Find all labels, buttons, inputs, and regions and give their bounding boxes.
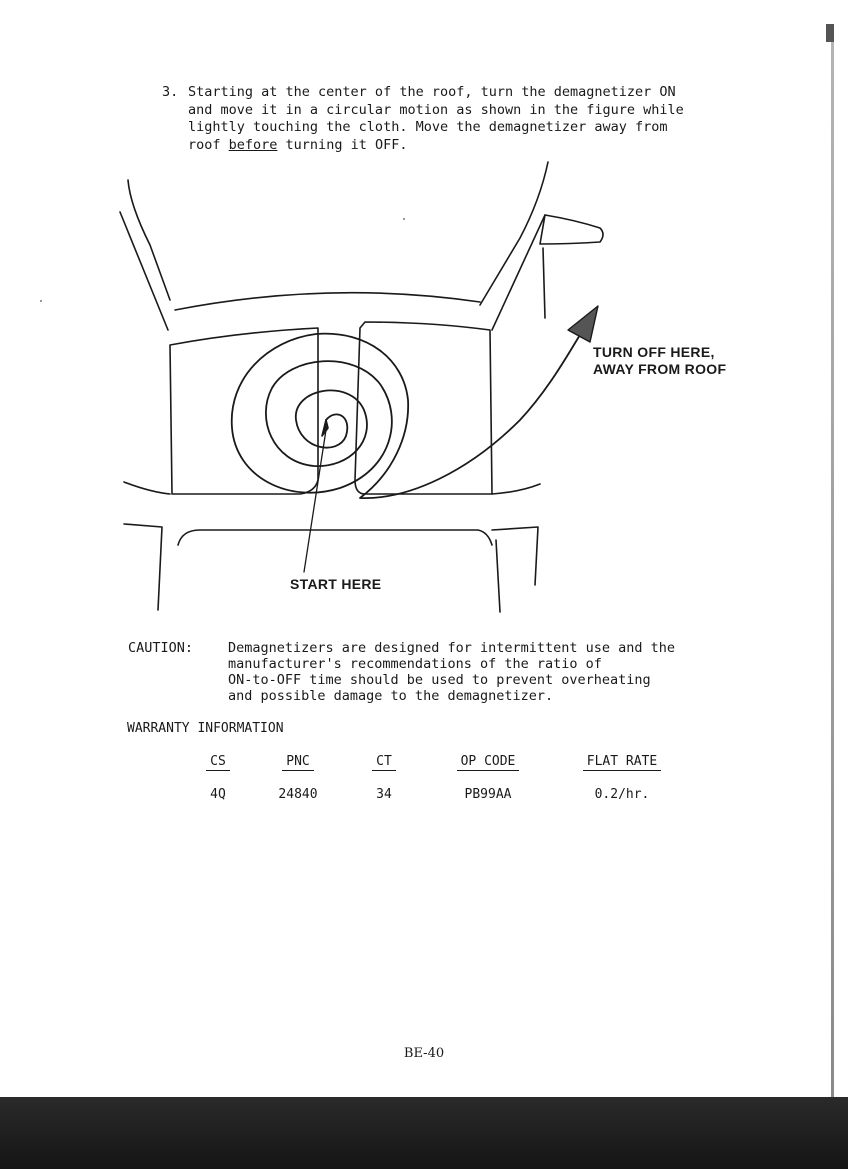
warranty-header-flat-rate: FLAT RATE	[583, 754, 661, 771]
spiral-motion-path	[232, 318, 590, 498]
start-leader-line	[304, 430, 326, 572]
right-b-pillar-inner	[496, 540, 500, 612]
step-line-1: Starting at the center of the roof, turn the demagnetizer ON	[188, 84, 676, 100]
warranty-value-ct: 34	[376, 787, 392, 802]
step-number: 3.	[162, 84, 179, 100]
left-a-pillar-inner	[120, 212, 168, 330]
caution-line-3: ON-to-OFF time should be used to prevent overheating	[228, 672, 651, 688]
scan-edge-mark	[826, 24, 834, 42]
warranty-header-ct: CT	[372, 754, 396, 771]
caution-label: CAUTION:	[128, 640, 194, 656]
warranty-header-cs: CS	[206, 754, 230, 771]
caution-line-1: Demagnetizers are designed for intermittent use and the	[228, 640, 676, 656]
mirror	[540, 215, 603, 244]
warranty-col-op-code	[448, 754, 528, 802]
roof-demagnetizing-figure	[110, 160, 630, 620]
mirror-post	[543, 248, 545, 318]
warranty-title: WARRANTY INFORMATION	[127, 721, 284, 736]
step-line-4-pre: roof	[188, 136, 229, 153]
warranty-value-flat-rate: 0.2/hr.	[594, 787, 650, 802]
step-emphasis-before: before	[228, 136, 278, 153]
warranty-col-flat-rate	[572, 754, 672, 802]
warranty-header-op-code: OP CODE	[457, 754, 520, 771]
start-here-label: START HERE	[290, 576, 382, 592]
right-roof-edge	[492, 484, 540, 494]
rear-header	[178, 530, 492, 545]
step-text	[188, 84, 718, 154]
scan-edge-line	[831, 30, 834, 1100]
turn-off-label	[593, 344, 726, 378]
scan-bottom-shadow	[0, 1097, 848, 1169]
warranty-col-cs	[198, 754, 238, 802]
right-b-pillar	[492, 527, 538, 585]
caution-text	[228, 640, 710, 704]
left-roof-edge	[124, 482, 170, 494]
warranty-col-pnc	[268, 754, 328, 802]
warranty-header-pnc: PNC	[282, 754, 313, 771]
scan-speck	[40, 300, 42, 302]
warranty-value-pnc: 24840	[278, 787, 318, 802]
left-b-pillar	[124, 524, 162, 610]
step-line-4-post: turning it OFF.	[277, 136, 408, 153]
warranty-value-cs: 4Q	[210, 787, 226, 802]
arrow-head	[568, 306, 598, 342]
page-number: BE-40	[403, 1046, 445, 1061]
caution-line-2: manufacturer's recommendations of the ratio of	[228, 656, 602, 672]
step-line-2: and move it in a circular motion as shown in the figure while	[188, 101, 684, 118]
turn-off-label-line-2: AWAY FROM ROOF	[593, 361, 727, 377]
warranty-value-op-code: PB99AA	[464, 787, 512, 802]
turn-off-label-line-1: TURN OFF HERE,	[593, 344, 715, 360]
instruction-step	[162, 84, 718, 154]
scan-speck	[403, 218, 405, 220]
warranty-col-ct	[364, 754, 404, 802]
step-line-3: lightly touching the cloth. Move the demagnetizer away from	[188, 119, 668, 135]
windshield-header	[175, 293, 480, 310]
caution-line-4: and possible damage to the demagnetizer.	[228, 688, 554, 704]
